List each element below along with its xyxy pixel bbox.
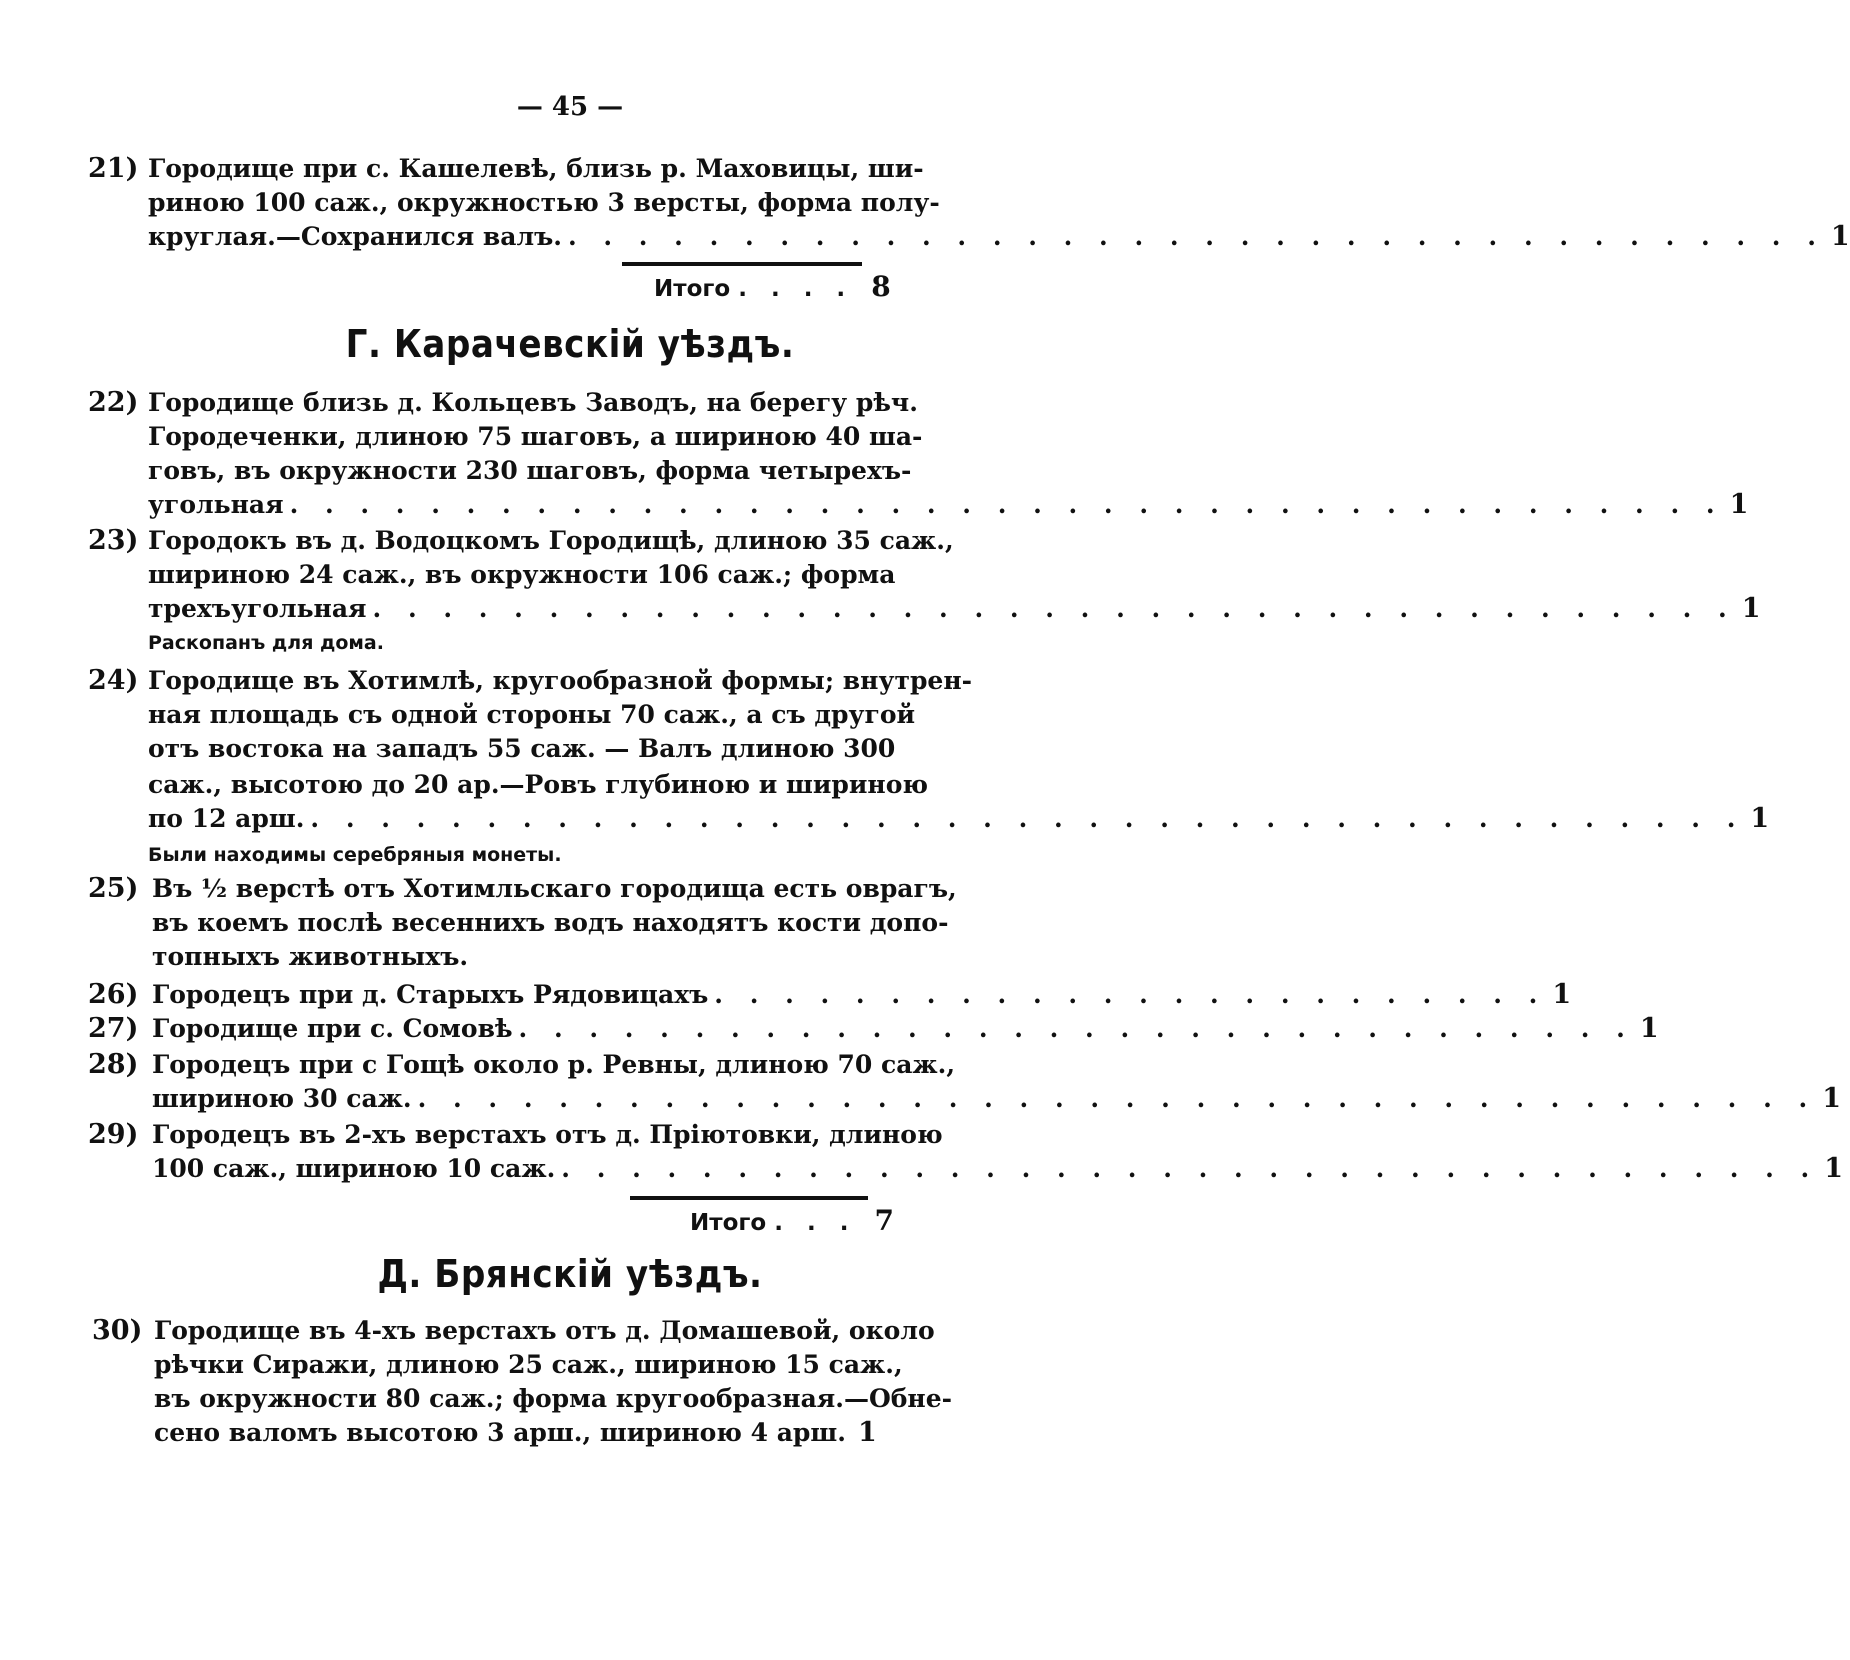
entry-line-with-leader — [148, 488, 1749, 522]
page-number: — 45 — — [516, 92, 624, 122]
entry-number: 23) — [88, 525, 139, 556]
entry-line-text: Городецъ при д. Старыхъ Рядовицахъ — [152, 980, 709, 1009]
entry-value: 1 — [857, 1417, 877, 1448]
entry-number: 29) — [88, 1119, 139, 1150]
entry-line-text: 100 саж., шириною 10 саж. — [152, 1154, 556, 1183]
entry-line: въ коемъ послѣ весеннихъ водъ находятъ кости допо- — [152, 908, 949, 937]
total-label: Итого — [654, 276, 731, 302]
entry-line-with-leader — [152, 978, 1572, 1012]
entry-line: въ окружности 80 саж.; форма кругообразная.—Обне- — [154, 1384, 952, 1413]
entry-line: рѣчки Сиражи, длиною 25 саж., шириною 15 саж., — [154, 1350, 903, 1379]
total-rule — [630, 1196, 868, 1200]
total-label: Итого — [690, 1210, 767, 1236]
dot-leader: . . . . . . . . . . . . . . . . . . . . . . . . . . . . . . . . . . . . — [561, 1154, 1819, 1183]
entry-line-with-leader — [148, 220, 1850, 254]
dot-leader: . . . . . . . . . . . . . . . . . . . . . . . . . . . . . . . . — [518, 1014, 1634, 1043]
entry-line: топныхъ животныхъ. — [152, 942, 469, 971]
dot-leader: . . . . . . . . . . . . . . . . . . . . . . . . . . . . . . . . . . . . . . . . . — [289, 490, 1724, 519]
entry-number: 22) — [88, 387, 139, 418]
entry-number: 27) — [88, 1013, 139, 1044]
entry-number: 28) — [88, 1049, 139, 1080]
total-row — [690, 1204, 894, 1238]
entry-line-with-leader — [148, 802, 1770, 836]
entry-line: Городище при с. Кашелевѣ, близь р. Маховицы, ши- — [148, 154, 924, 183]
entry-value: 1 — [1552, 979, 1572, 1010]
entry-line: Городецъ въ 2-хъ верстахъ отъ д. Пріютовки, длиною — [152, 1120, 943, 1149]
entry-line-with-leader — [148, 592, 1761, 626]
dot-leader: . . . . . . . . . . . . . . . . . . . . . . . . . . . . . . . . . . . . . . . . . — [310, 804, 1745, 833]
entry-value: 1 — [1824, 1153, 1844, 1184]
section-heading: Г. Карачевскій уѣздъ. — [345, 322, 795, 366]
total-row — [654, 270, 891, 304]
dot-leader: . . . — [774, 1210, 857, 1236]
entry-line: ная площадь съ одной стороны 70 саж., а съ другой — [148, 700, 916, 729]
entry-line: Городище въ Хотимлѣ, кругообразной формы; внутрен- — [148, 666, 973, 695]
entry-line-text: Городище при с. Сомовѣ — [152, 1014, 513, 1043]
entry-number: 26) — [88, 979, 139, 1010]
dot-leader: . . . . . . . . . . . . . . . . . . . . . . . . — [714, 980, 1547, 1009]
entry-value: 1 — [1741, 593, 1761, 624]
entry-line-with-leader — [152, 1012, 1659, 1046]
total-rule — [622, 262, 862, 266]
entry-line-text: по 12 арш. — [148, 804, 305, 833]
dot-leader: . . . . . . . . . . . . . . . . . . . . . . . . . . . . . . . . . . . . . . . . — [417, 1084, 1817, 1113]
entry-value: 1 — [1822, 1083, 1841, 1114]
entry-note: Были находимы серебряныя монеты. — [148, 844, 562, 866]
entry-value: 1 — [1830, 221, 1850, 252]
entry-line: Городище въ 4-хъ верстахъ отъ д. Домашевой, около — [154, 1316, 935, 1345]
entry-note: Раскопанъ для дома. — [148, 632, 384, 654]
entry-line: Городеченки, длиною 75 шаговъ, а шириною 40 ша- — [148, 422, 923, 451]
dot-leader: . . . . . . . . . . . . . . . . . . . . . . . . . . . . . . . . . . . . — [567, 222, 1825, 251]
entry-line: саж., высотою до 20 ар.—Ровъ глубиною и шириною — [148, 770, 929, 799]
entry-value: 1 — [1639, 1013, 1659, 1044]
dot-leader: . . . . — [738, 276, 854, 302]
entry-line-text: сено валомъ высотою 3 арш., шириною 4 арш. — [154, 1418, 846, 1447]
entry-number: 25) — [88, 873, 139, 904]
entry-line-text: трехъугольная — [148, 594, 367, 623]
entry-line-with-leader — [152, 1152, 1844, 1186]
entry-line: отъ востока на западъ 55 саж. — Валъ длиною 300 — [148, 734, 896, 763]
entry-line: Въ ½ верстѣ отъ Хотимльскаго городища есть оврагъ, — [152, 874, 957, 903]
entry-line-text: круглая.—Сохранился валъ. — [148, 222, 562, 251]
entry-line: Городище близь д. Кольцевъ Заводъ, на берегу рѣч. — [148, 388, 918, 417]
entry-number: 21) — [88, 153, 139, 184]
entry-line: шириною 24 саж., въ окружности 106 саж.; форма — [148, 560, 896, 589]
total-value: 7 — [874, 1204, 894, 1237]
entry-line: Городокъ въ д. Водоцкомъ Городищѣ, длиною 35 саж., — [148, 526, 954, 555]
entry-value: 1 — [1750, 803, 1770, 834]
section-heading: Д. Брянскій уѣздъ. — [377, 1252, 763, 1296]
entry-line-with-leader — [152, 1082, 1841, 1116]
entry-line: Городецъ при с Гощѣ около р. Ревны, длиною 70 саж., — [152, 1050, 956, 1079]
entry-value: 1 — [1729, 489, 1749, 520]
entry-line-text: шириною 30 саж. — [152, 1084, 412, 1113]
entry-line-with-leader — [154, 1416, 877, 1450]
total-value: 8 — [871, 270, 891, 303]
dot-leader: . . . . . . . . . . . . . . . . . . . . . . . . . . . . . . . . . . . . . . . — [372, 594, 1736, 623]
entry-number: 24) — [88, 665, 139, 696]
entry-line: риною 100 саж., окружностью 3 версты, форма полу- — [148, 188, 940, 217]
entry-number: 30) — [92, 1315, 143, 1346]
entry-line-text: угольная — [148, 490, 284, 519]
entry-line: говъ, въ окружности 230 шаговъ, форма четырехъ- — [148, 456, 912, 485]
